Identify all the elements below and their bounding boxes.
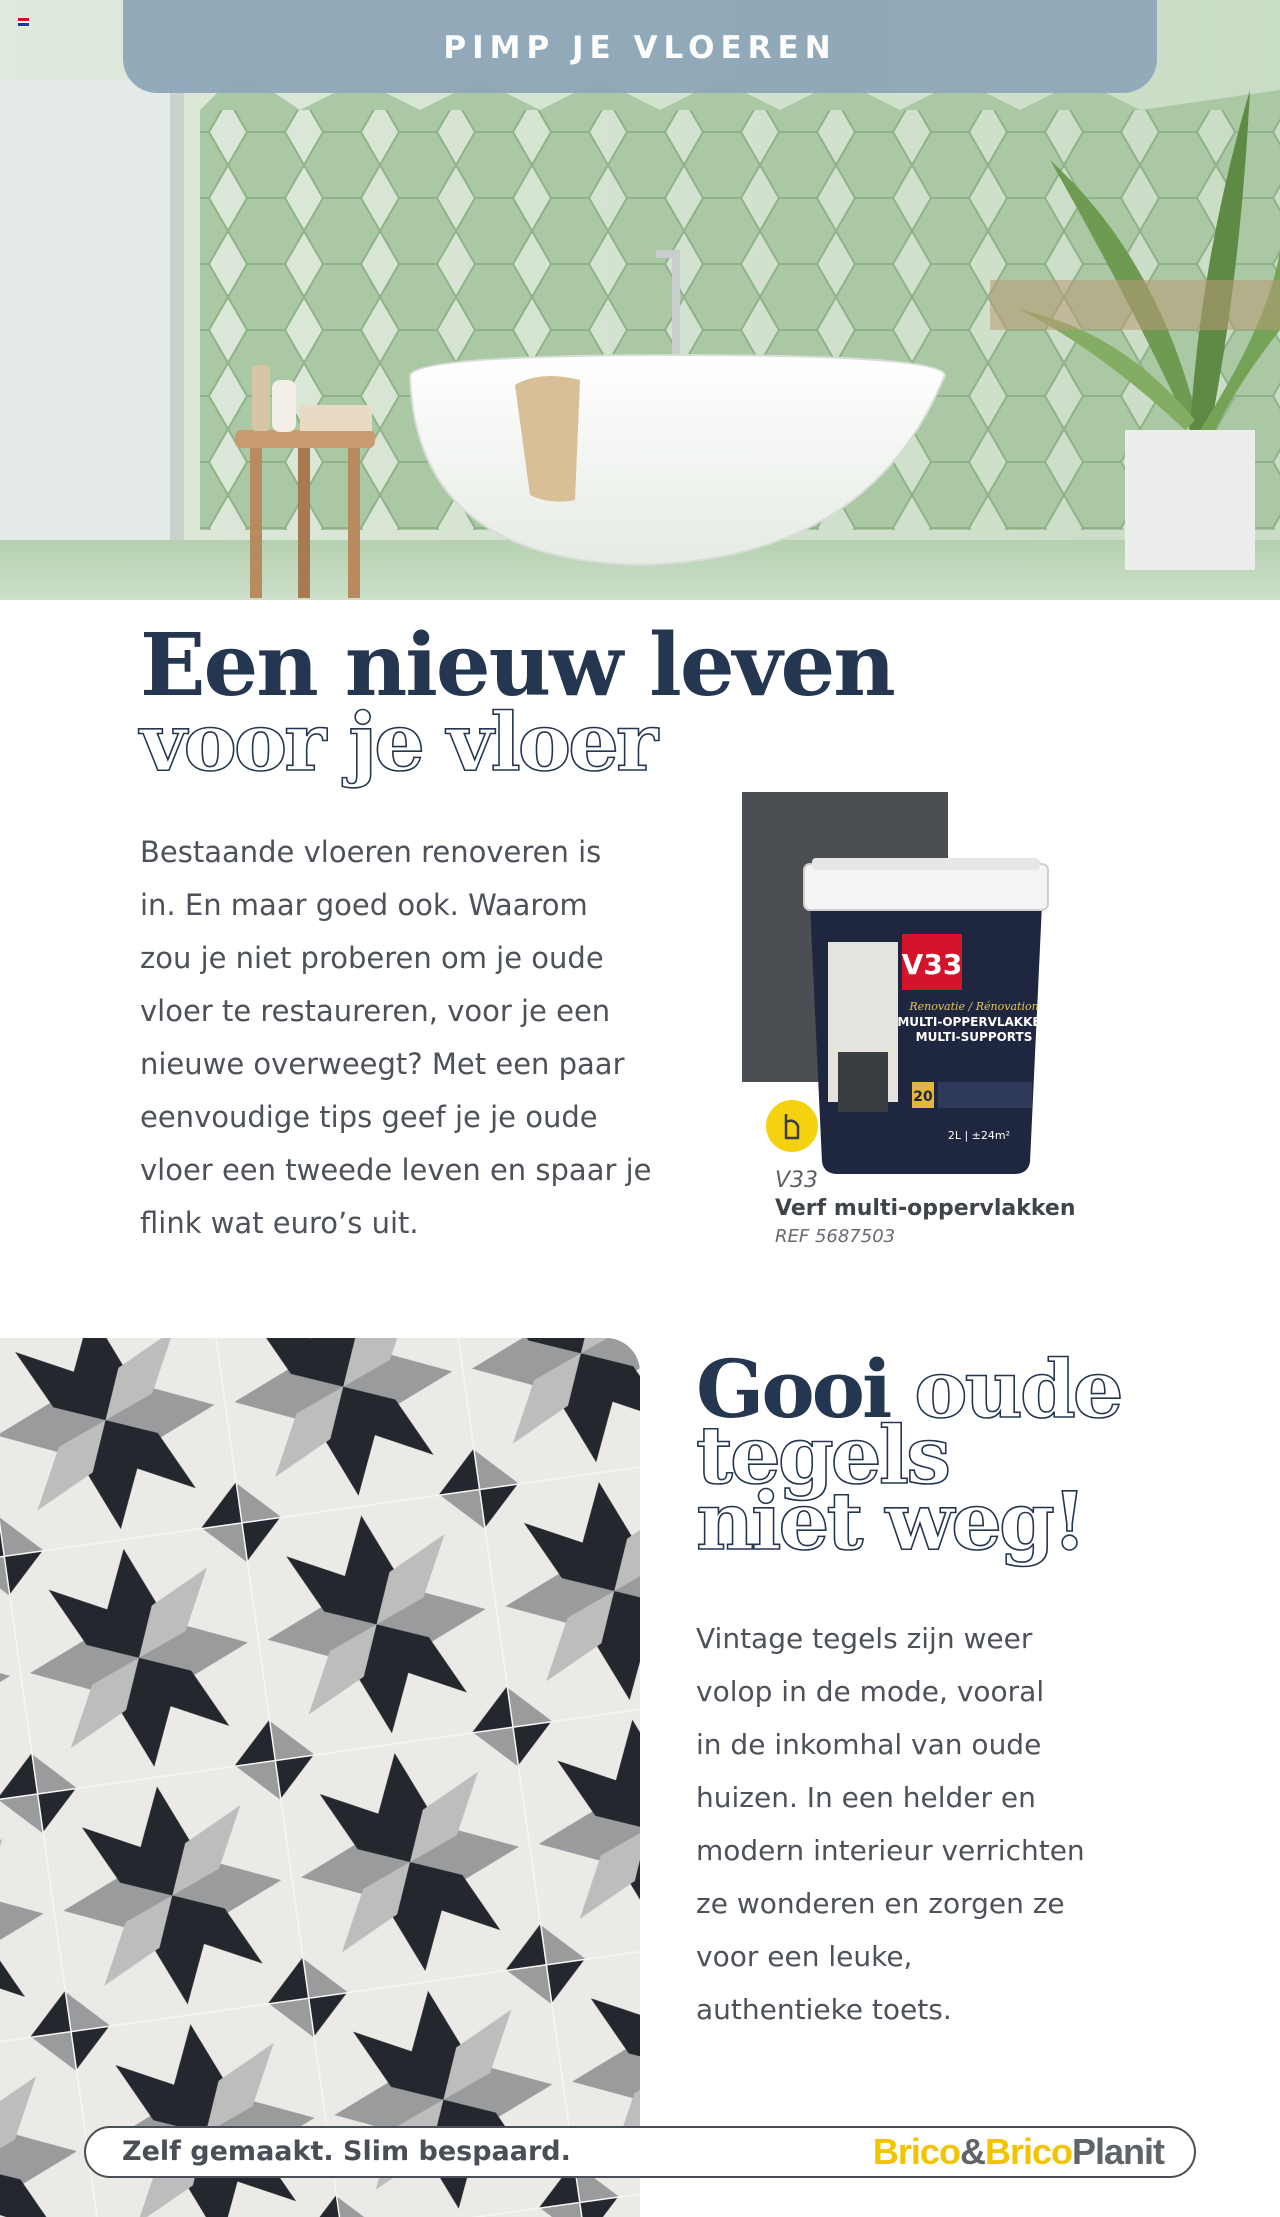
section1-heading-outline: voor je vloer <box>140 695 656 789</box>
cement-tiles-image <box>0 1338 640 2217</box>
logo-planit: Planit <box>1071 2131 1164 2172</box>
section-banner: PIMP JE VLOEREN <box>123 0 1157 93</box>
footer-tagline: Zelf gemaakt. Slim bespaard. <box>122 2136 571 2167</box>
pointer-hand-icon[interactable] <box>766 1100 818 1152</box>
tile-pattern-illustration <box>0 1338 640 2217</box>
product-name[interactable]: Verf multi-oppervlakken <box>775 1196 1076 1221</box>
can-volume-text: 2L | ±24m² <box>947 1129 1010 1142</box>
can-title-1: MULTI-OPPERVLAKKEN <box>897 1015 1051 1029</box>
logo-ampersand: & <box>959 2131 985 2172</box>
section2-heading-outline-3: niet weg! <box>696 1474 1085 1568</box>
section2-heading-outline-1: oude <box>914 1342 1121 1436</box>
can-line-text: Renovatie / Rénovation <box>909 1000 1039 1013</box>
section1-heading: Een nieuw leven <box>140 615 894 716</box>
can-badge-text: 20 <box>913 1089 933 1105</box>
section1-body: Bestaande vloeren renoveren is in. En maar goed ook. Waarom zou je niet proberen om je oude vloer te restaureren, voor je een nieuwe overweegt? Met een paar eenvoudige tips geef je je oude vloer een tweede leven en spaar je flink wat euro’s uit. <box>140 835 652 1240</box>
product-ref: REF 5687503 <box>775 1226 896 1247</box>
can-title-2: MULTI-SUPPORTS <box>915 1030 1033 1044</box>
footer-bar <box>84 2126 1196 2178</box>
logo-brico-1: Brico <box>872 2131 960 2172</box>
product-brand: V33 <box>775 1168 819 1193</box>
section2-body: Vintage tegels zijn weer volop in de mode, vooral in de inkomhal van oude huizen. In een helder en modern interieur verrichten ze wonderen en zorgen ze voor een leuke, authentieke toets. <box>696 1622 1085 2026</box>
section2-heading-outline-2: tegels <box>696 1408 949 1502</box>
brico-logo[interactable] <box>873 2128 1164 2176</box>
section2-heading <box>696 1342 1256 1568</box>
can-logo-text: V33 <box>901 948 963 981</box>
section2-heading-solid: Gooi <box>696 1342 890 1436</box>
language-flag-icon[interactable] <box>18 18 29 26</box>
logo-brico-2: Brico <box>984 2131 1072 2172</box>
